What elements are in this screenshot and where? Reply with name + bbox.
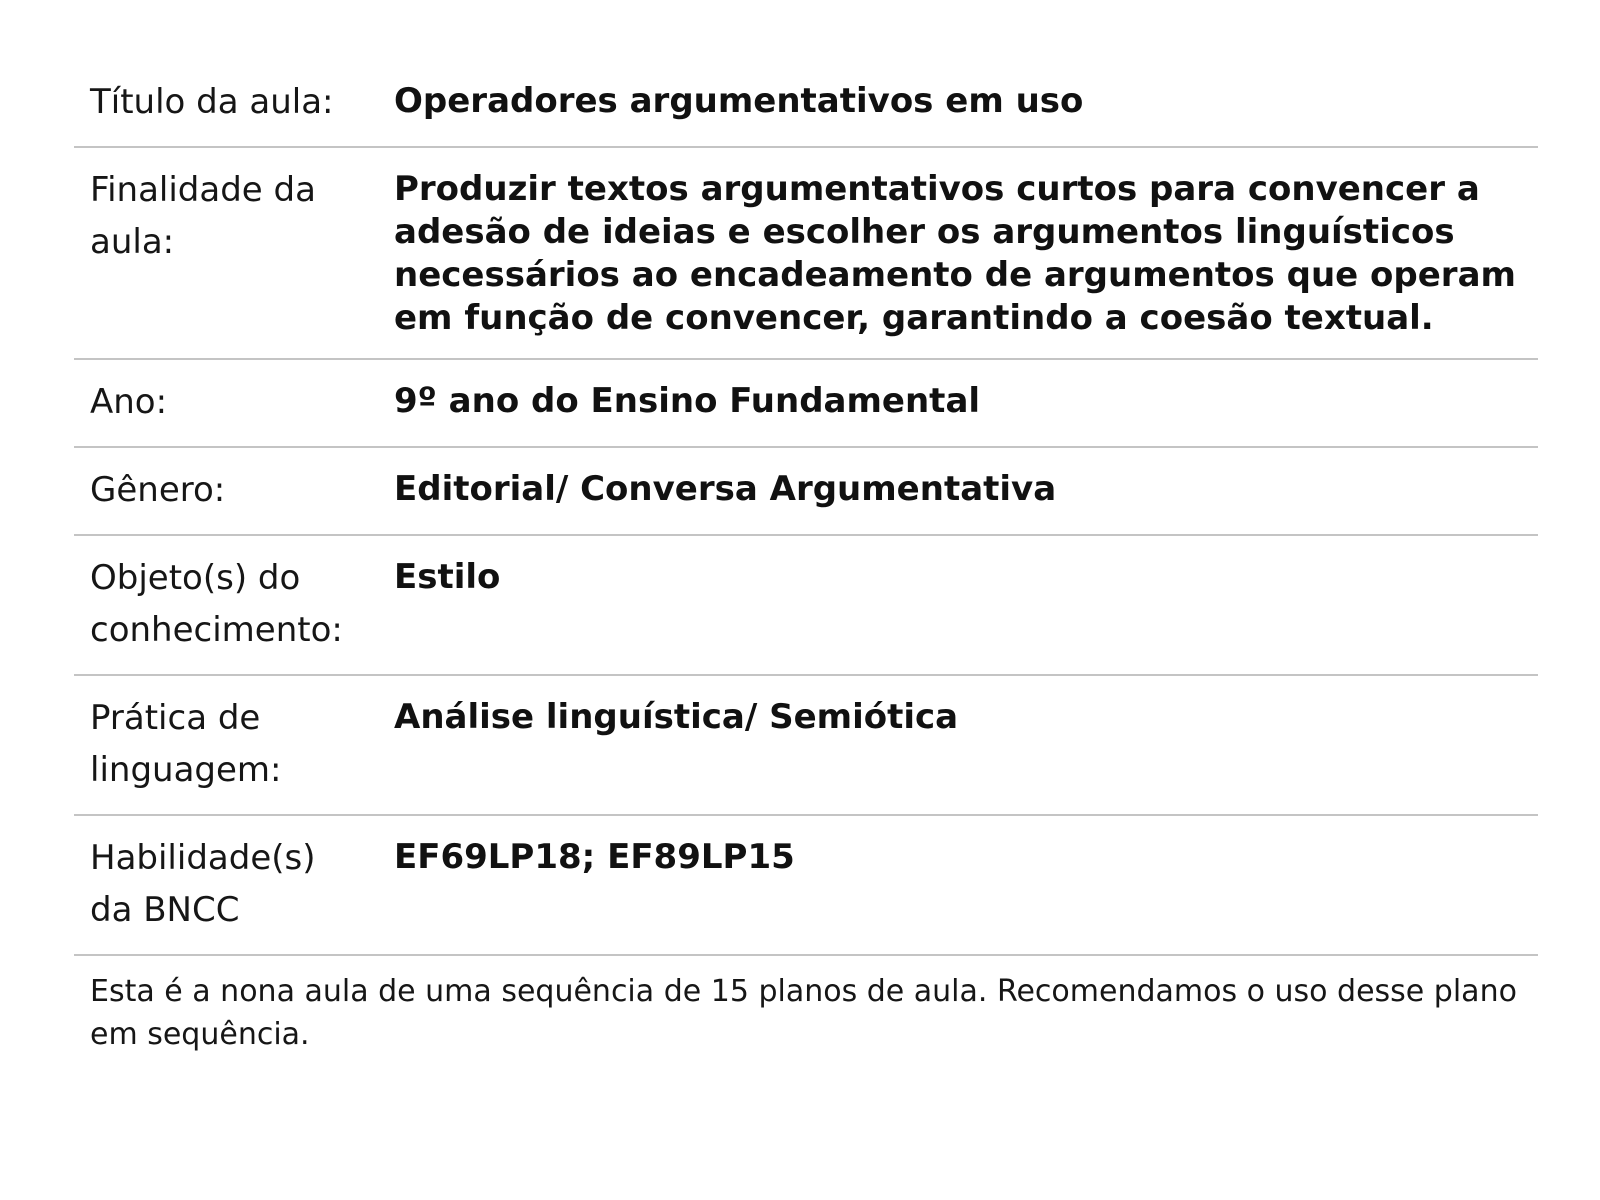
row-value: 9º ano do Ensino Fundamental: [378, 359, 1538, 447]
row-value: EF69LP18; EF89LP15: [378, 815, 1538, 955]
lesson-info-table: [74, 60, 1538, 956]
row-value: Produzir textos argumentativos curtos para convencer a adesão de ideias e escolher os argumentos linguísticos necessários ao encadeamento de argumentos que operam em função de convencer, garantindo a coesão textual.: [378, 147, 1538, 359]
row-objeto: [74, 535, 1538, 675]
row-genero: [74, 447, 1538, 535]
lesson-plan-sheet: [74, 60, 1538, 1056]
row-label: Finalidade da aula:: [74, 147, 378, 359]
row-label: Habilidade(s) da BNCC: [74, 815, 378, 955]
row-pratica: [74, 675, 1538, 815]
row-habilidades: [74, 815, 1538, 955]
sequence-note: Esta é a nona aula de uma sequência de 15 planos de aula. Recomendamos o uso desse plano em sequência.: [90, 974, 1517, 1052]
row-finalidade: [74, 147, 1538, 359]
row-value: Operadores argumentativos em uso: [378, 60, 1538, 147]
row-label: Objeto(s) do conhecimento:: [74, 535, 378, 675]
row-value: Estilo: [378, 535, 1538, 675]
row-value: Análise linguística/ Semiótica: [378, 675, 1538, 815]
row-ano: [74, 359, 1538, 447]
row-value: Editorial/ Conversa Argumentativa: [378, 447, 1538, 535]
row-label: Título da aula:: [74, 60, 378, 147]
row-titulo: [74, 60, 1538, 147]
row-label: Ano:: [74, 359, 378, 447]
row-label: Prática de linguagem:: [74, 675, 378, 815]
row-label: Gênero:: [74, 447, 378, 535]
